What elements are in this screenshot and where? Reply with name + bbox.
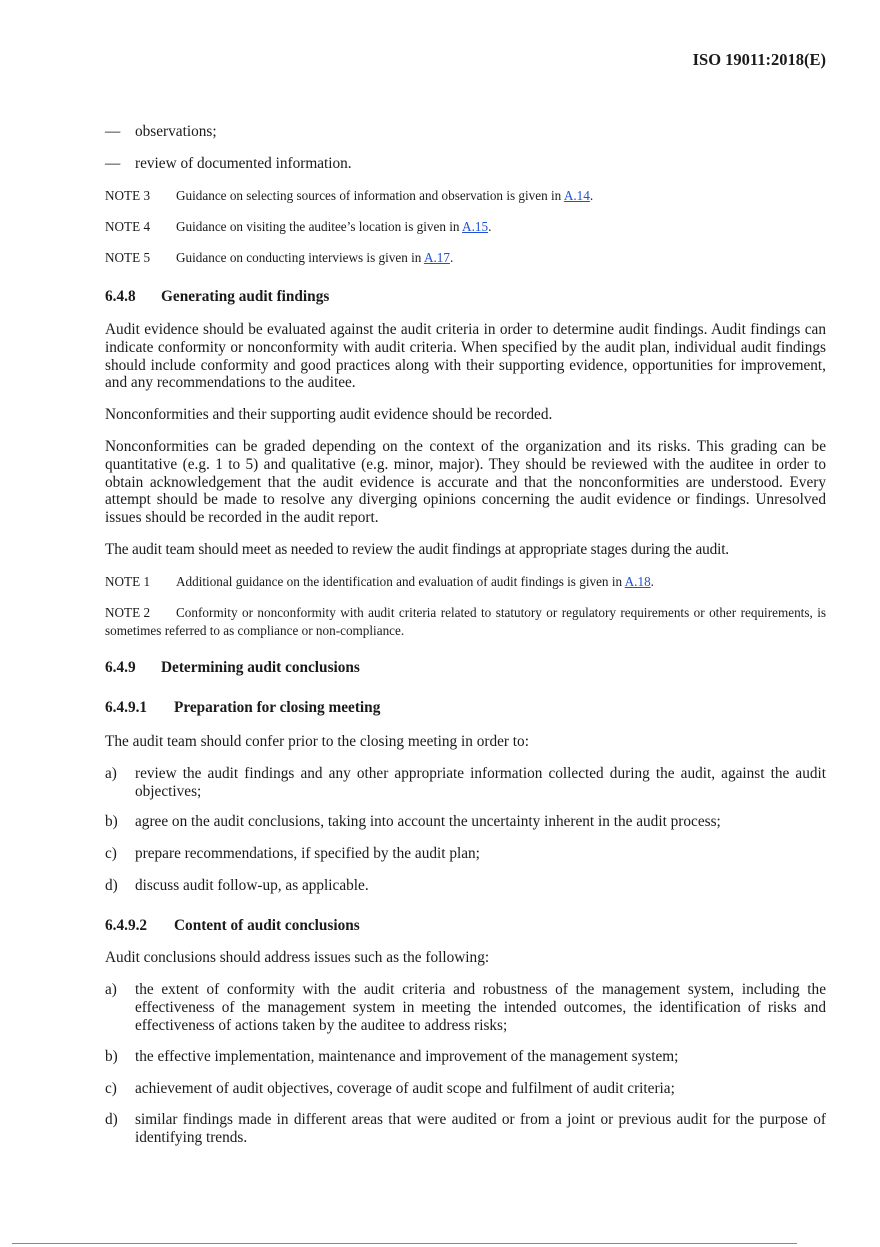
heading-6-4-9-2 bbox=[105, 917, 360, 935]
note-punct: . bbox=[449, 250, 454, 265]
note-text: Additional guidance on the identification and evaluation of audit findings is given in bbox=[176, 574, 625, 589]
list-item bbox=[105, 1111, 826, 1147]
list-marker: d) bbox=[105, 1111, 118, 1128]
note-text: Guidance on conducting interviews is given in bbox=[176, 250, 424, 265]
note-4 bbox=[105, 218, 826, 236]
link-a14[interactable]: A.14 bbox=[563, 188, 590, 203]
link-a17[interactable]: A.17 bbox=[423, 250, 450, 265]
note-punct: . bbox=[589, 188, 594, 203]
paragraph: Nonconformities can be graded depending on the context of the organization and its risks. This grading can be quantitative (e.g. 1 to 5) and qualitative (e.g. minor, major). They should be reviewed with the auditee in order to obtain acknowledgement that the audit evidence is accurate and that the nonconformities are understood. Every attempt should be made to resolve any diverging opinions concerning the audit evidence or findings. Unresolved issues should be recorded in the audit report. bbox=[105, 438, 826, 527]
list-marker: d) bbox=[105, 877, 118, 894]
list-marker: a) bbox=[105, 981, 117, 998]
list-text: the extent of conformity with the audit criteria and robustness of the management system, including the effectiveness of the management system in meeting the intended outcomes, the identification of risks and effectiveness of actions taken by the auditee to address risks; bbox=[135, 981, 826, 1034]
section-title: Content of audit conclusions bbox=[174, 917, 360, 934]
list-text: discuss audit follow-up, as applicable. bbox=[135, 877, 369, 894]
list-item bbox=[105, 877, 826, 895]
footer-divider bbox=[12, 1243, 797, 1244]
list-text: achievement of audit objectives, coverage of audit scope and fulfilment of audit criteria; bbox=[135, 1080, 675, 1097]
list-marker: b) bbox=[105, 813, 118, 830]
link-a15[interactable]: A.15 bbox=[462, 219, 489, 234]
heading-6-4-9-1 bbox=[105, 699, 380, 717]
list-item bbox=[105, 1048, 826, 1066]
list-text: similar findings made in different areas that were audited or from a joint or previous audit for the purpose of identifying trends. bbox=[135, 1111, 826, 1146]
section-number: 6.4.8 bbox=[105, 288, 136, 305]
list-item bbox=[105, 155, 352, 173]
note-label: NOTE 2 bbox=[105, 605, 151, 620]
note-punct: . bbox=[650, 574, 654, 589]
list-item bbox=[105, 123, 217, 141]
list-text: agree on the audit conclusions, taking into account the uncertainty inherent in the audit process; bbox=[135, 813, 721, 830]
list-marker: — bbox=[105, 155, 121, 172]
list-item bbox=[105, 1080, 826, 1098]
note-text: Guidance on selecting sources of information and observation is given in bbox=[176, 188, 564, 203]
list-item bbox=[105, 765, 826, 801]
link-a18[interactable]: A.18 bbox=[624, 574, 651, 589]
list-text: prepare recommendations, if specified by the audit plan; bbox=[135, 845, 480, 862]
note-1 bbox=[105, 573, 826, 591]
note-3 bbox=[105, 187, 826, 205]
list-marker: c) bbox=[105, 845, 117, 862]
list-item bbox=[105, 813, 826, 831]
list-item bbox=[105, 981, 826, 1034]
note-text: Conformity or nonconformity with audit criteria related to statutory or regulatory requirements or other requirements, is sometimes referred to as compliance or non-compliance. bbox=[105, 605, 826, 638]
note-punct: . bbox=[488, 219, 492, 234]
note-label: NOTE 3 bbox=[105, 188, 151, 203]
paragraph: The audit team should confer prior to the closing meeting in order to: bbox=[105, 733, 529, 750]
section-title: Preparation for closing meeting bbox=[174, 699, 381, 716]
list-marker: c) bbox=[105, 1080, 117, 1097]
list-marker: a) bbox=[105, 765, 117, 782]
note-2 bbox=[105, 604, 826, 639]
section-number: 6.4.9 bbox=[105, 659, 136, 676]
heading-6-4-8 bbox=[105, 288, 329, 306]
list-text: review the audit findings and any other appropriate information collected during the audit, against the audit objectives; bbox=[135, 765, 826, 800]
list-marker: — bbox=[105, 123, 121, 140]
note-text: Guidance on visiting the auditee’s location is given in bbox=[176, 219, 463, 234]
list-text: review of documented information. bbox=[135, 155, 352, 172]
paragraph: The audit team should meet as needed to review the audit findings at appropriate stages during the audit. bbox=[105, 541, 729, 558]
list-item bbox=[105, 845, 826, 863]
section-number: 6.4.9.2 bbox=[105, 917, 148, 934]
document-header: ISO 19011:2018(E) bbox=[692, 50, 826, 69]
note-5 bbox=[105, 249, 826, 267]
heading-6-4-9 bbox=[105, 659, 360, 677]
paragraph: Audit evidence should be evaluated against the audit criteria in order to determine audit findings. Audit findings can indicate conformity or nonconformity with audit criteria. When specified by the audit plan, individual audit findings should include conformity and good practices along with their supporting evidence, opportunities for improvement, and any recommendations to the auditee. bbox=[105, 321, 826, 392]
section-title: Generating audit findings bbox=[161, 288, 330, 305]
note-label: NOTE 4 bbox=[105, 219, 151, 234]
list-text: observations; bbox=[135, 123, 217, 140]
section-number: 6.4.9.1 bbox=[105, 699, 148, 716]
list-text: the effective implementation, maintenance and improvement of the management system; bbox=[135, 1048, 679, 1065]
list-marker: b) bbox=[105, 1048, 118, 1065]
paragraph: Audit conclusions should address issues such as the following: bbox=[105, 949, 490, 966]
paragraph: Nonconformities and their supporting audit evidence should be recorded. bbox=[105, 406, 553, 423]
section-title: Determining audit conclusions bbox=[161, 659, 360, 676]
note-label: NOTE 5 bbox=[105, 250, 151, 265]
note-label: NOTE 1 bbox=[105, 574, 151, 589]
